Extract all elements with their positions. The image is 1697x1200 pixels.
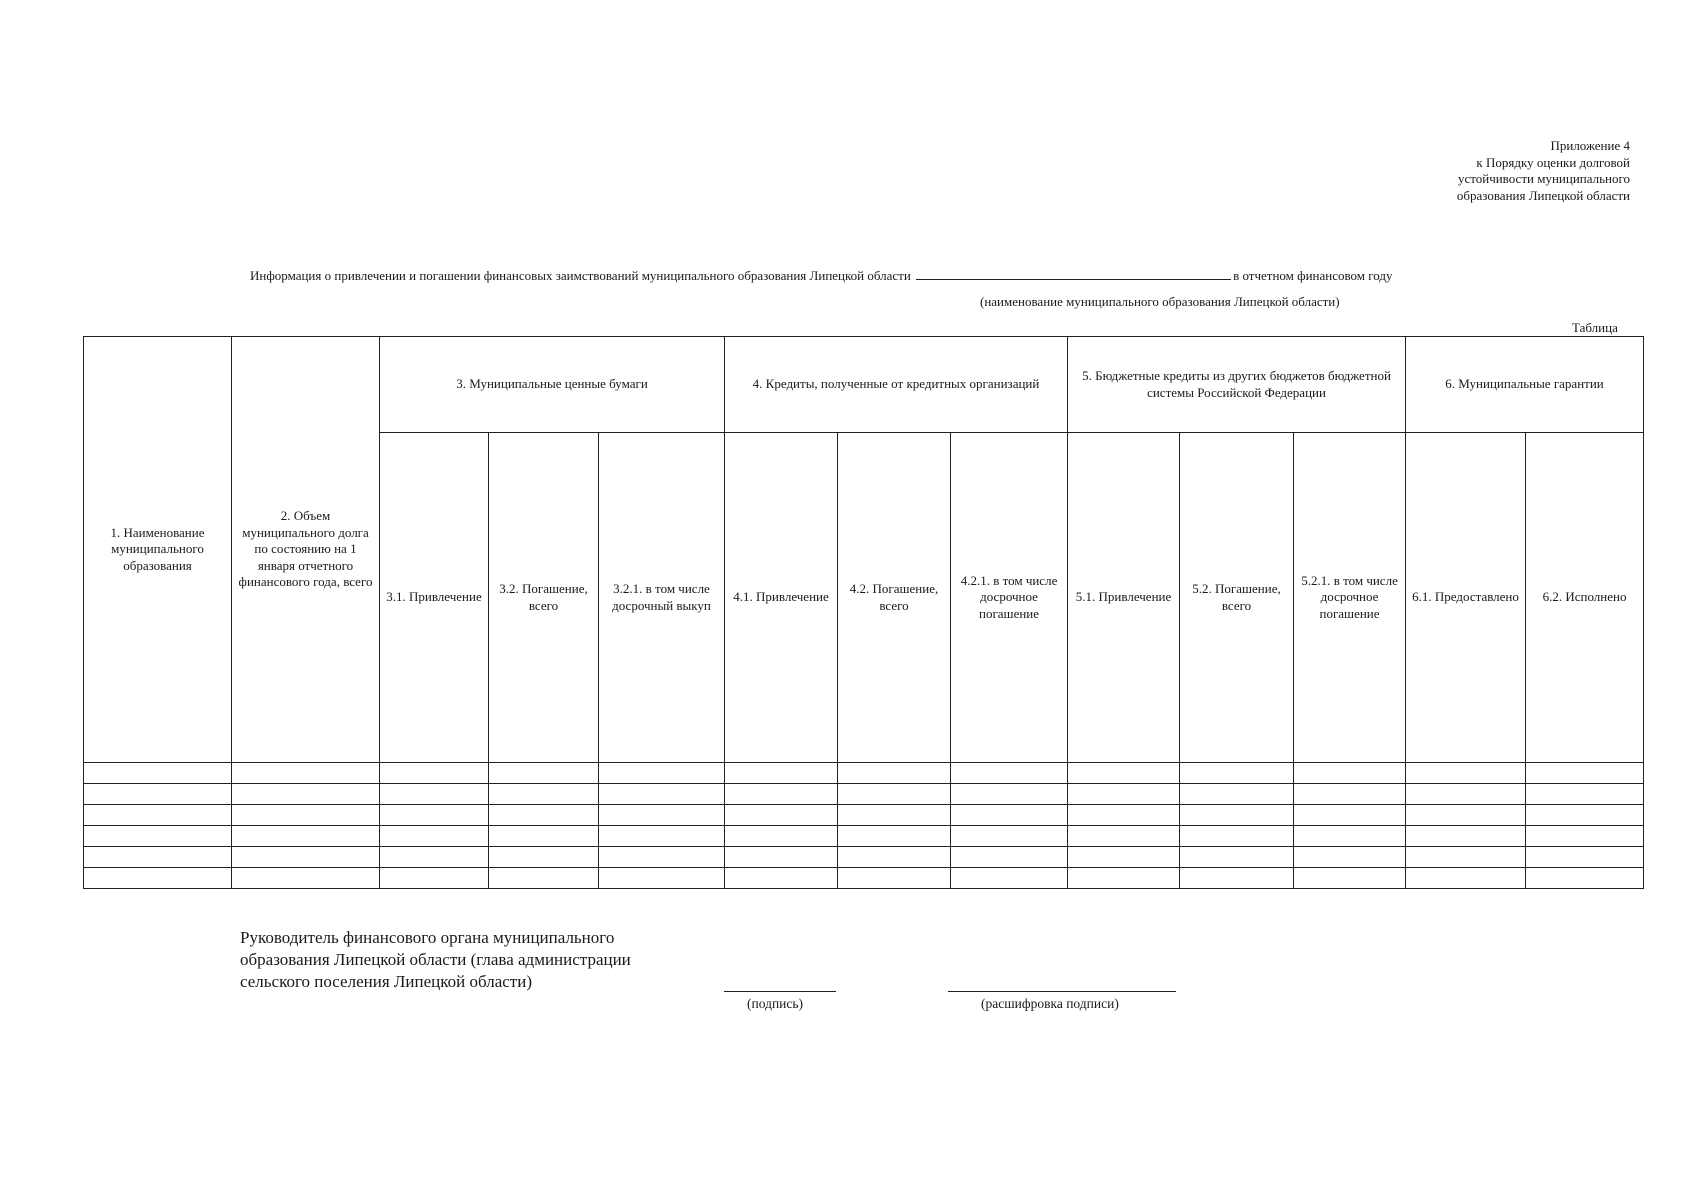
table-cell [1180,763,1294,784]
table-cell [1068,784,1180,805]
table-cell [951,784,1068,805]
table-cell [599,805,725,826]
table-cell [84,805,232,826]
table-cell [489,868,599,889]
table-cell [1406,805,1526,826]
signature-decode-line [948,991,1176,992]
table-cell [232,868,380,889]
table-cell [725,805,838,826]
header-4-2-1: 4.2.1. в том числе досрочное погашение [951,433,1068,763]
table-cell [599,784,725,805]
table-cell [1068,868,1180,889]
table-cell [1406,868,1526,889]
table-cell [1406,826,1526,847]
table-cell [838,784,951,805]
header-5-1: 5.1. Привлечение [1068,433,1180,763]
title-main: Информация о привлечении и погашении финансовых заимствований муниципального образования Липецкой области [250,268,911,283]
table-cell [1526,868,1644,889]
table-cell [1294,763,1406,784]
table-cell [1526,847,1644,868]
table-cell [1526,826,1644,847]
table-cell [1180,826,1294,847]
signature-block [240,927,631,993]
table-cell [951,847,1068,868]
table-cell [489,763,599,784]
table-cell [84,784,232,805]
table-cell [951,763,1068,784]
table-cell [232,784,380,805]
annex-line: к Порядку оценки долговой [1476,154,1630,170]
table-row [84,805,1644,826]
table-cell [838,868,951,889]
annex-line: устойчивости муниципального [1457,171,1630,186]
table-cell [380,763,489,784]
title-subtitle: (наименование муниципального образования Липецкой области) [980,294,1340,309]
signature-line [724,991,836,992]
table-cell [599,847,725,868]
table-cell [1526,784,1644,805]
table-cell [380,784,489,805]
table-cell [380,847,489,868]
header-4-1: 4.1. Привлечение [725,433,838,763]
table-cell [1294,826,1406,847]
header-municipality-name: 1. Наименование муниципального образования [84,337,232,763]
table-cell [838,847,951,868]
table-cell [951,868,1068,889]
table-cell [838,826,951,847]
table-cell [1526,805,1644,826]
header-3-2-1: 3.2.1. в том числе досрочный выкуп [599,433,725,763]
header-5-2-1: 5.2.1. в том числе досрочное погашение [1294,433,1406,763]
municipality-name-blank [916,269,1231,280]
header-3-1: 3.1. Привлечение [380,433,489,763]
annex-line: образования Липецкой области [1456,187,1630,203]
table-cell [489,826,599,847]
table-row [84,868,1644,889]
table-cell [1068,847,1180,868]
table-cell [1068,826,1180,847]
table-cell [1294,784,1406,805]
table-cell [489,805,599,826]
table-cell [725,847,838,868]
annex-line: Приложение 4 [1550,138,1630,153]
table-cell [489,847,599,868]
table-cell [951,805,1068,826]
borrowings-table [83,336,1644,889]
table-cell [1406,784,1526,805]
table-row [84,763,1644,784]
table-cell [1180,868,1294,889]
table-row [84,784,1644,805]
header-group-guarantees: 6. Муниципальные гарантии [1406,337,1644,433]
table-cell [1294,868,1406,889]
table-label: Таблица [1572,320,1618,335]
table-header-row [84,337,1644,433]
table-cell [232,847,380,868]
table-cell [380,868,489,889]
header-5-2: 5.2. Погашение, всего [1180,433,1294,763]
table-cell [232,763,380,784]
table-cell [1068,805,1180,826]
table-cell [1068,763,1180,784]
table-cell [1180,805,1294,826]
header-group-credits: 4. Кредиты, полученные от кредитных организаций [725,337,1068,433]
header-6-1: 6.1. Предоставлено [1406,433,1526,763]
title-suffix: в отчетном финансовом году [1233,268,1393,283]
table-row [84,847,1644,868]
table-cell [725,826,838,847]
table-cell [84,826,232,847]
header-group-budget-credits: 5. Бюджетные кредиты из других бюджетов бюджетной системы Российской Федерации [1068,337,1406,433]
table-cell [599,868,725,889]
table-cell [1180,784,1294,805]
signature-caption: (подпись) [747,996,804,1011]
table-cell [838,763,951,784]
table-cell [725,784,838,805]
table-cell [84,763,232,784]
table-cell [1294,847,1406,868]
signature-title-line: сельского поселения Липецкой области) [240,972,532,991]
table-cell [599,763,725,784]
table-row [84,826,1644,847]
signature-title-line: образования Липецкой области (глава администрации [240,950,631,969]
table-body [84,763,1644,889]
signature-decode-caption: (расшифровка подписи) [981,996,1119,1011]
table-cell [232,826,380,847]
annex-header [1457,138,1630,204]
document-title [250,268,1393,284]
header-6-2: 6.2. Исполнено [1526,433,1644,763]
header-debt-volume: 2. Объем муниципального долга по состоянию на 1 января отчетного финансового года, всего [232,337,380,763]
table-cell [1406,847,1526,868]
table-cell [380,805,489,826]
table-cell [380,826,489,847]
table-cell [489,784,599,805]
table-cell [599,826,725,847]
table-cell [1180,847,1294,868]
table-cell [1526,763,1644,784]
table-cell [1406,763,1526,784]
table-cell [725,763,838,784]
table-cell [951,826,1068,847]
table-cell [84,847,232,868]
table-cell [725,868,838,889]
header-4-2: 4.2. Погашение, всего [838,433,951,763]
header-group-securities: 3. Муниципальные ценные бумаги [380,337,725,433]
header-3-2: 3.2. Погашение, всего [489,433,599,763]
table-cell [232,805,380,826]
table-cell [84,868,232,889]
signature-title-line: Руководитель финансового органа муниципального [240,928,615,947]
table-cell [838,805,951,826]
table-cell [1294,805,1406,826]
